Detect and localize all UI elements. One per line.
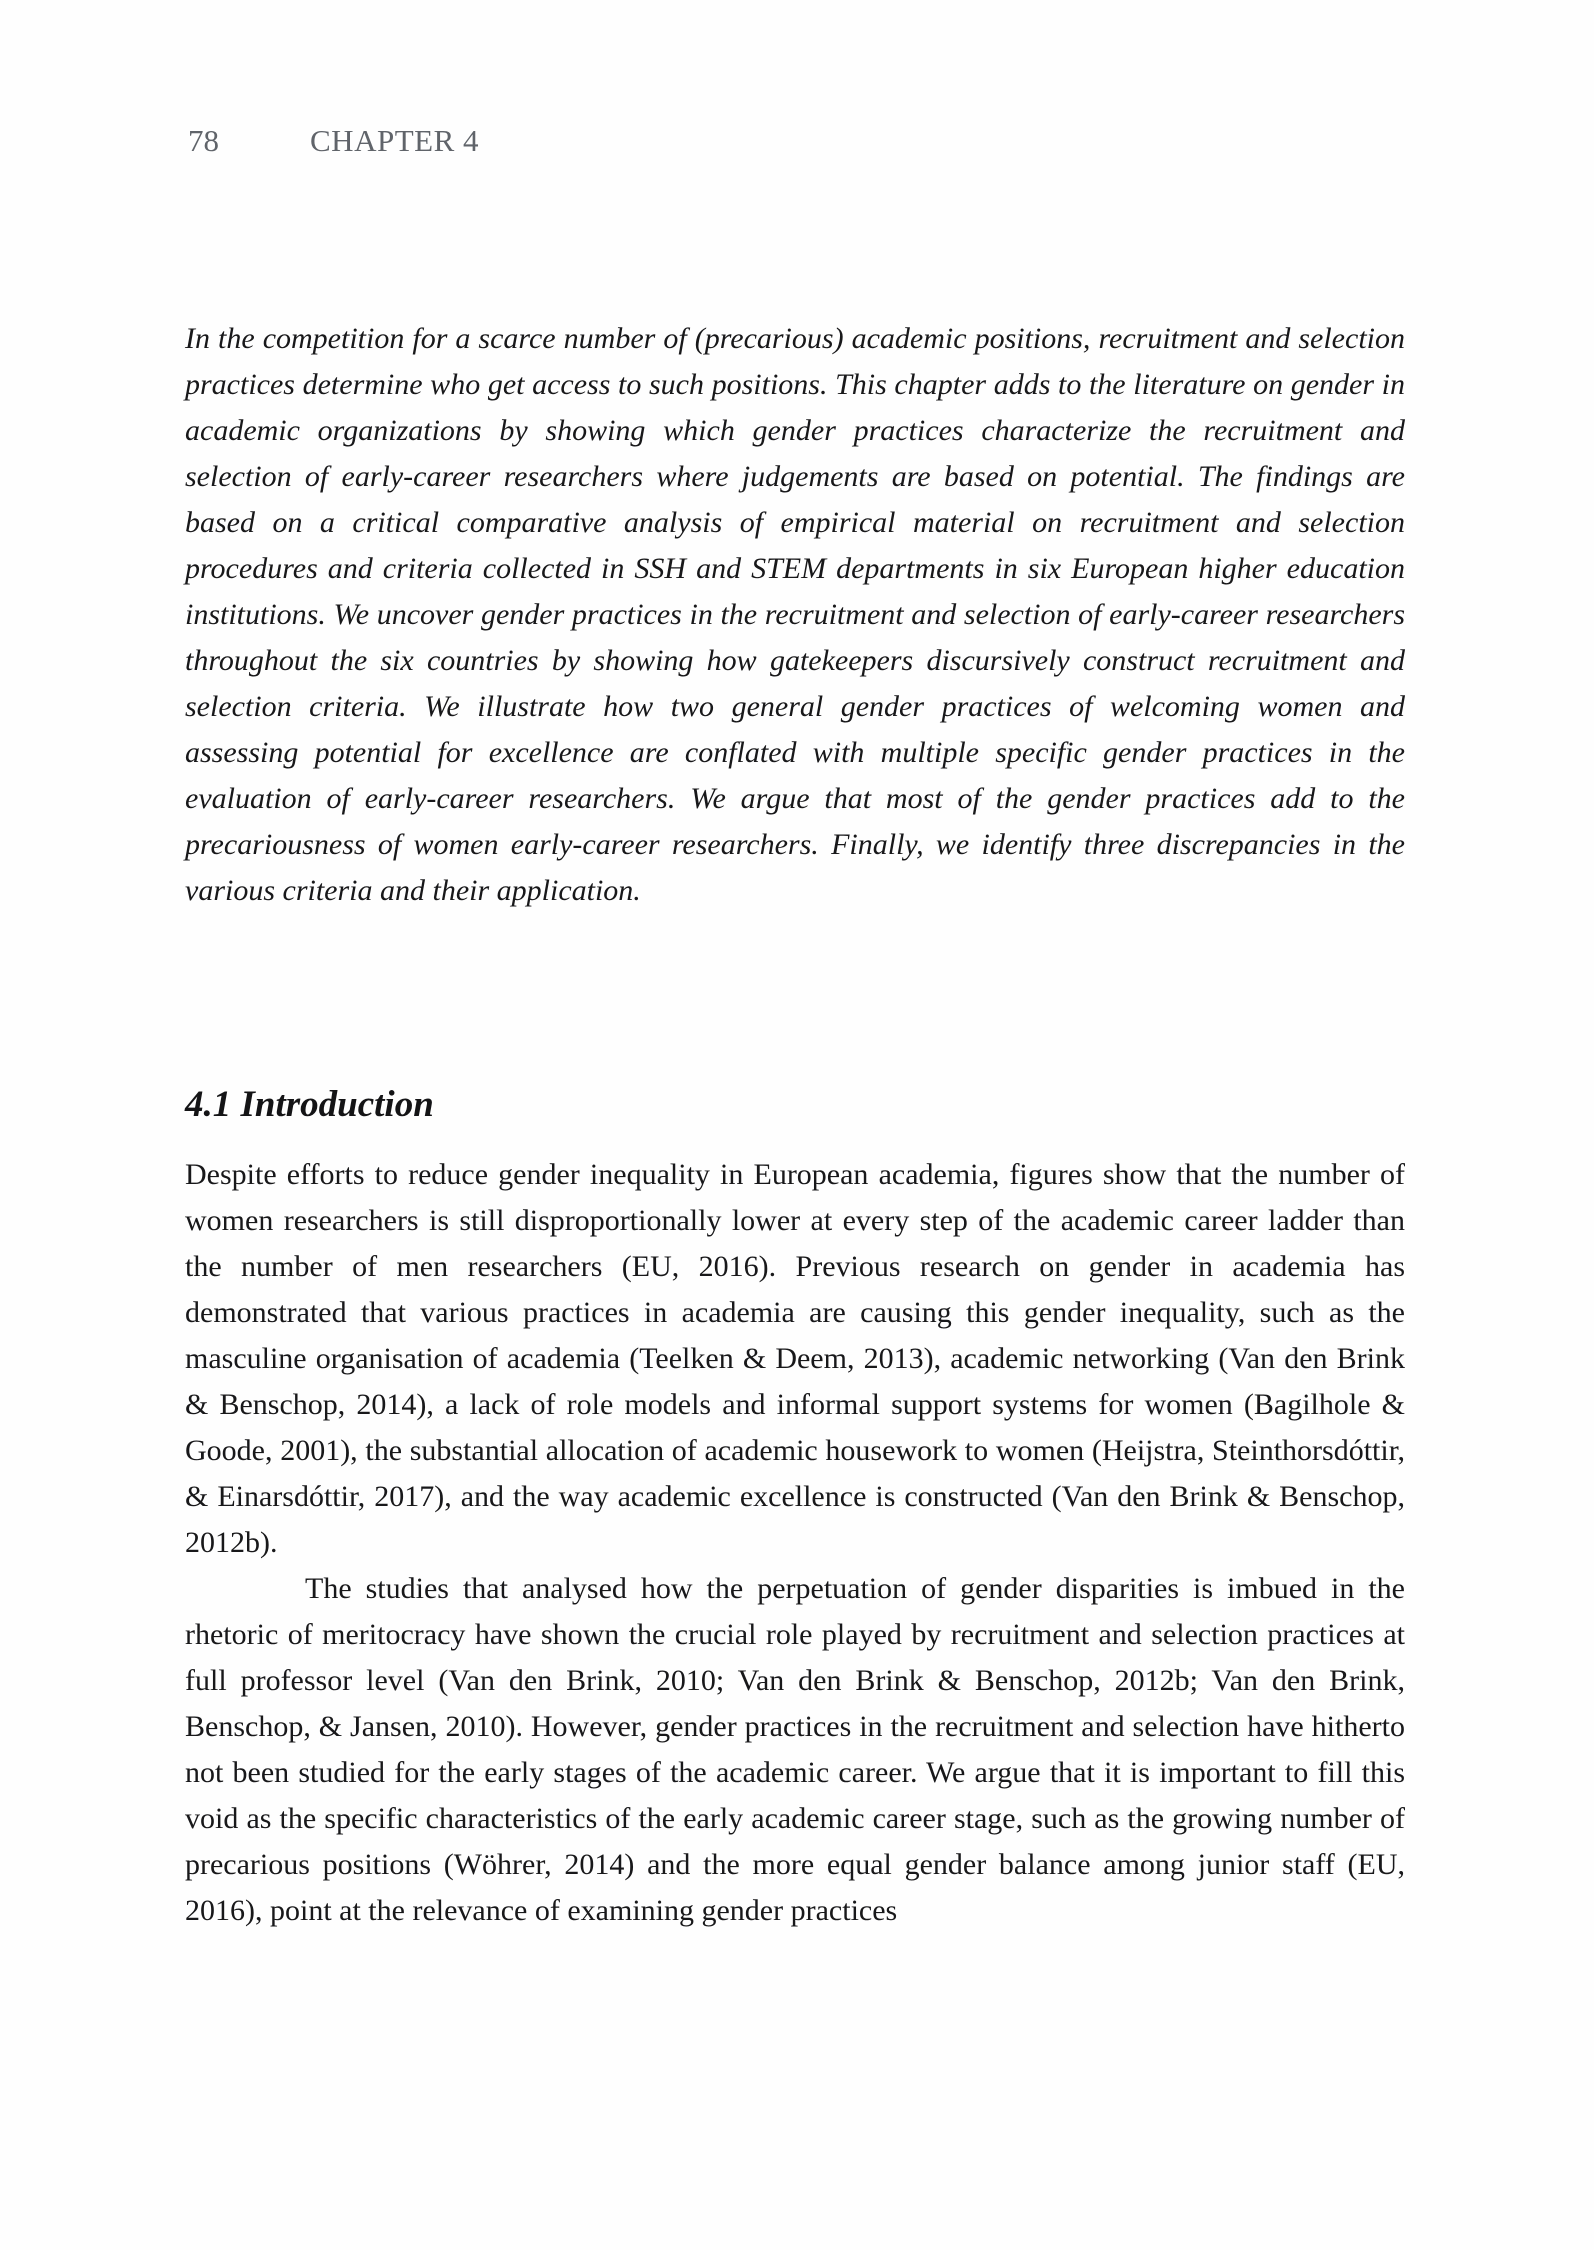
body-paragraph: Despite efforts to reduce gender inequality in European academia, figures show that the number of women researchers is still disproportionally lower at every step of the academic career ladder than the number of men researchers (EU, 2016). Previous research on gender in academia has demonstrated that various practices in academia are causing this gender inequality, such as the masculine organisation of academia (Teelken & Deem, 2013), academic networking (Van den Brink & Benschop, 2014), a lack of role models and informal support systems for women (Bagilhole & Goode, 2001), the substantial allocation of academic housework to women (Heijstra, Steinthorsdóttir, & Einarsdóttir, 2017), and the way academic excellence is constructed (Van den Brink & Benschop, 2012b). [185,1158,1405,1559]
introduction-body [185,1152,1405,1934]
page-number: 78 [188,123,219,158]
chapter-abstract: In the competition for a scarce number of (precarious) academic positions, recruitment and selection practices determine who get access to such positions. This chapter adds to the literature on gender in academic organizations by showing which gender practices characterize the recruitment and selection of early-career researchers where judgements are based on potential. The findings are based on a critical comparative analysis of empirical material on recruitment and selection procedures and criteria collected in SSH and STEM departments in six European higher education institutions. We uncover gender practices in the recruitment and selection of early-career researchers throughout the six countries by showing how gatekeepers discursively construct recruitment and selection criteria. We illustrate how two general gender practices of welcoming women and assessing potential for excellence are conflated with multiple specific gender practices in the evaluation of early-career researchers. We argue that most of the gender practices add to the precariousness of women early-career researchers. Finally, we identify three discrepancies in the various criteria and their application. [185,322,1405,907]
body-paragraph: The studies that analysed how the perpetuation of gender disparities is imbued in the rhetoric of meritocracy have shown the crucial role played by recruitment and selection practices at full professor level (Van den Brink, 2010; Van den Brink & Benschop, 2012b; Van den Brink, Benschop, & Jansen, 2010). However, gender practices in the recruitment and selection have hitherto not been studied for the early stages of the academic career. We argue that it is important to fill this void as the specific characteristics of the early academic career stage, such as the growing number of precarious positions (Wöhrer, 2014) and the more equal gender balance among junior staff (EU, 2016), point at the relevance of examining gender practices [185,1572,1405,1927]
running-header [0,123,1594,163]
chapter-label: CHAPTER 4 [310,123,479,158]
section-heading: 4.1 Introduction [185,1083,434,1125]
